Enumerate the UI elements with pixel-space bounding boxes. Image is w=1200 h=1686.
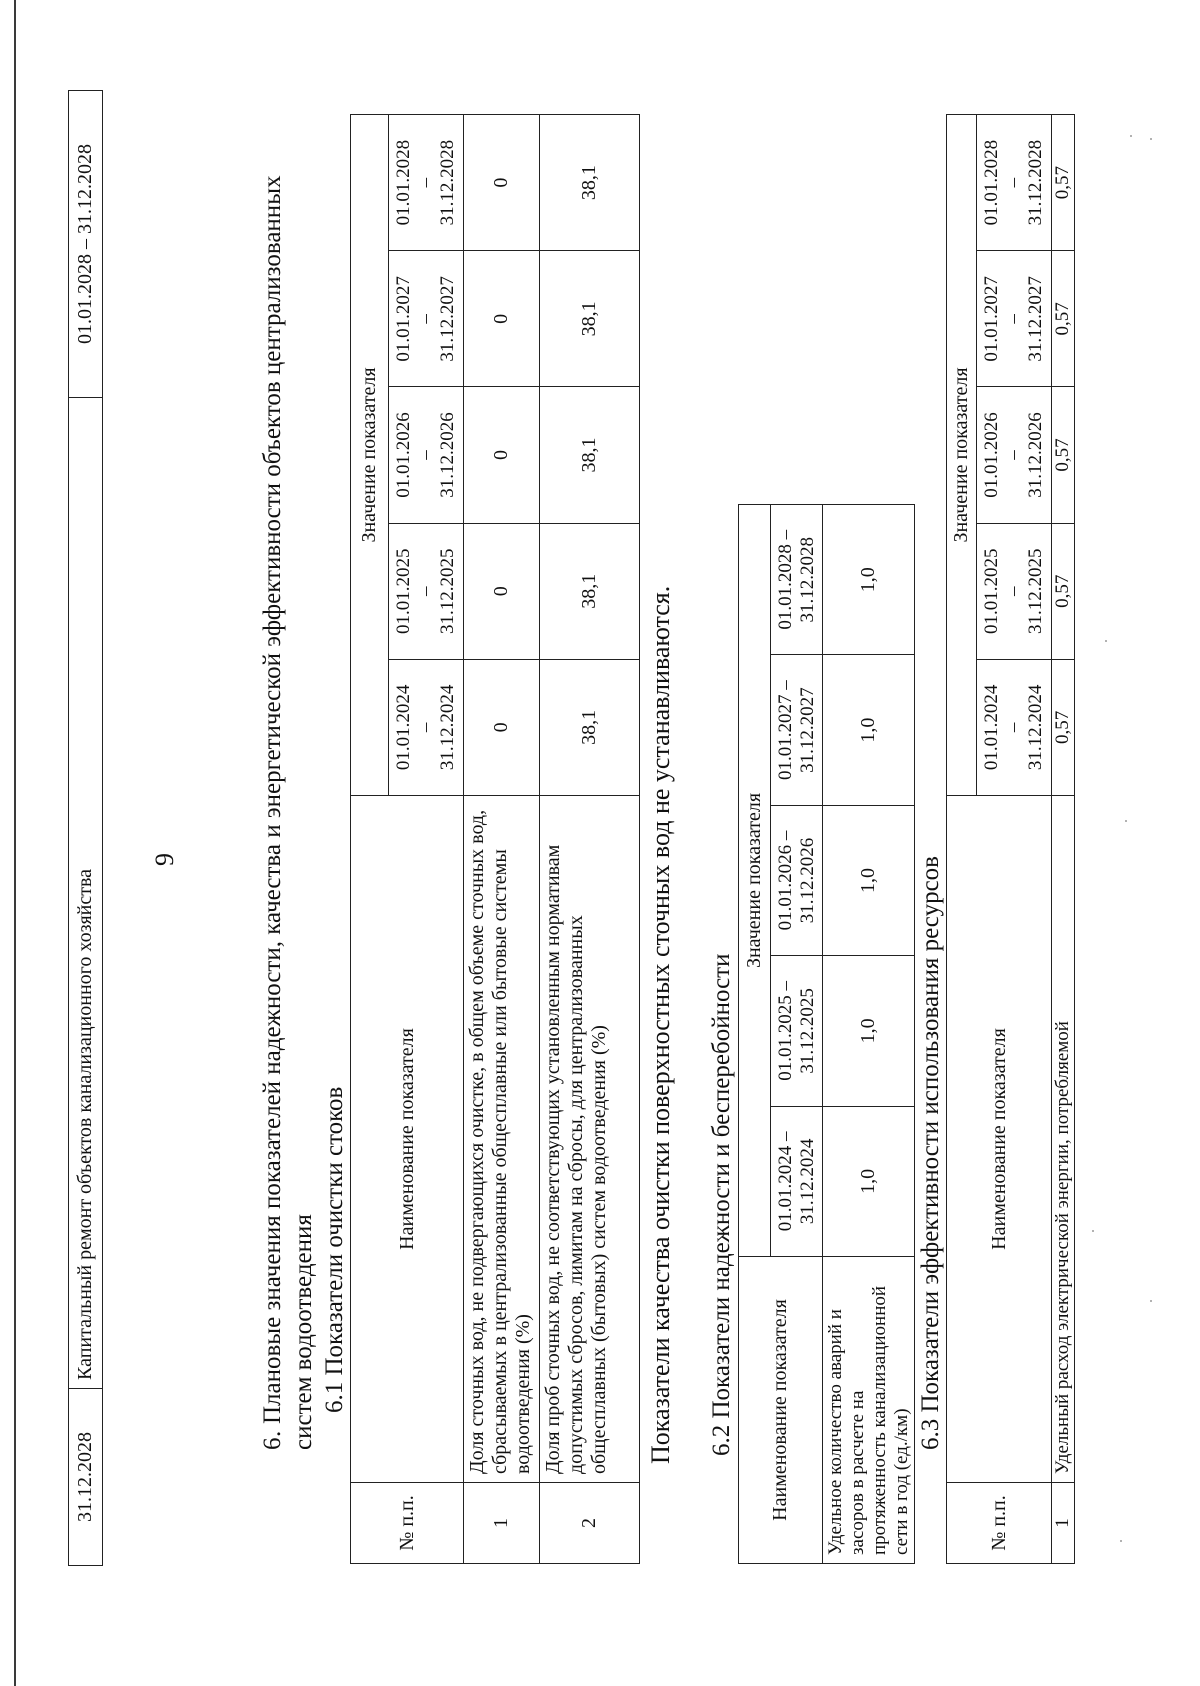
col-num-header: № п.п. — [947, 1483, 1052, 1564]
value-cell: 1,0 — [823, 956, 915, 1106]
surface-wastewater-note: Показатели качества очистки поверхностных сточных вод не устанавливаются. — [646, 585, 675, 1464]
section-6-title: Плановые значения показателей надежности, качества и энергетической эффективности объектов централизованных систем водоотведения — [259, 175, 318, 1450]
value-cell: 0 — [464, 523, 540, 659]
table-row — [1052, 115, 1075, 1564]
row-name: Доля сточных вод, не подвергающихся очистке, в общем объеме сточных вод, сбрасываемых в централизованные общесплавные или бытовые системы водоотведения (%) — [464, 796, 540, 1483]
wastewater-treatment-table — [350, 114, 640, 1564]
resource-efficiency-table — [946, 114, 1075, 1564]
section-6-heading — [257, 100, 320, 1450]
value-cell: 0 — [464, 387, 540, 523]
period-header: 01.01.2027 – 31.12.2027 — [771, 655, 823, 805]
period-header: 01.01.2028 – 31.12.2028 — [977, 115, 1052, 251]
row-number: 1 — [464, 1483, 540, 1564]
value-cell: 1,0 — [823, 505, 915, 655]
header-date: 31.12.2028 — [69, 1389, 103, 1566]
period-header: 01.01.2025 – 31.12.2025 — [389, 523, 464, 659]
value-cell: 0 — [464, 251, 540, 387]
period-header: 01.01.2027 – 31.12.2027 — [977, 251, 1052, 387]
value-cell: 38,1 — [540, 387, 640, 523]
col-name-header: Наименование показателя — [739, 1257, 823, 1564]
value-group-header: Значение показателя — [351, 115, 389, 796]
period-header: 01.01.2028 – 31.12.2028 — [389, 115, 464, 251]
row-number: 1 — [1052, 1483, 1075, 1564]
period-header: 01.01.2028 – 31.12.2028 — [771, 505, 823, 655]
value-cell: 1,0 — [823, 1106, 915, 1256]
value-cell: 0,57 — [1052, 659, 1075, 795]
value-cell: 0 — [464, 115, 540, 251]
header-row-table — [68, 90, 103, 1566]
period-header: 01.01.2027 – 31.12.2027 — [389, 251, 464, 387]
period-header: 01.01.2024 – 31.12.2024 — [389, 659, 464, 795]
row-name: Удельный расход электрической энергии, потребляемой — [1052, 796, 1075, 1483]
period-header: 01.01.2025 – 31.12.2025 — [771, 956, 823, 1106]
table-row — [540, 115, 640, 1564]
value-group-header: Значение показателя — [739, 505, 771, 1257]
section-6-number: 6. — [259, 1430, 286, 1450]
value-cell: 0 — [464, 659, 540, 795]
value-cell: 38,1 — [540, 659, 640, 795]
row-name: Удельное количество аварий и засоров в расчете на протяженность канализационной сети в год (ед./км) — [823, 1257, 915, 1564]
col-name-header: Наименование показателя — [351, 796, 464, 1483]
value-cell: 0,57 — [1052, 523, 1075, 659]
section-6-3-title: 6.3 Показатели эффективности использования ресурсов — [917, 856, 944, 1450]
row-name: Доля проб сточных вод, не соответствующих установленным нормативам допустимых сбросов, лимитам на сбросы, для централизованных общесплавных (бытовых) систем водоотведения (%) — [540, 796, 640, 1483]
col-num-header: № п.п. — [351, 1483, 464, 1564]
page-number: 9 — [150, 853, 179, 866]
period-header: 01.01.2026 – 31.12.2026 — [977, 387, 1052, 523]
value-cell: 0,57 — [1052, 115, 1075, 251]
value-cell: 38,1 — [540, 115, 640, 251]
period-header: 01.01.2024 – 31.12.2024 — [771, 1106, 823, 1256]
value-cell: 0,57 — [1052, 251, 1075, 387]
period-header: 01.01.2026 – 31.12.2026 — [389, 387, 464, 523]
header-period: 01.01.2028 – 31.12.2028 — [69, 91, 103, 398]
value-cell: 1,0 — [823, 805, 915, 955]
value-cell: 0,57 — [1052, 387, 1075, 523]
header-description: Капитальный ремонт объектов канализационного хозяйства — [69, 398, 103, 1389]
period-header: 01.01.2026 – 31.12.2026 — [771, 805, 823, 955]
value-cell: 38,1 — [540, 523, 640, 659]
value-cell: 1,0 — [823, 655, 915, 805]
reliability-table — [738, 504, 915, 1564]
period-header: 01.01.2025 – 31.12.2025 — [977, 523, 1052, 659]
value-cell: 38,1 — [540, 251, 640, 387]
section-6-1-title: 6.1 Показатели очистки стоков — [321, 1086, 348, 1413]
table-row — [464, 115, 540, 1564]
row-number: 2 — [540, 1483, 640, 1564]
value-group-header: Значение показателя — [947, 115, 977, 796]
section-6-2-title: 6.2 Показатели надежности и бесперебойности — [708, 953, 735, 1456]
period-header: 01.01.2024 – 31.12.2024 — [977, 659, 1052, 795]
col-name-header: Наименование показателя — [947, 796, 1052, 1483]
table-row — [823, 505, 915, 1564]
